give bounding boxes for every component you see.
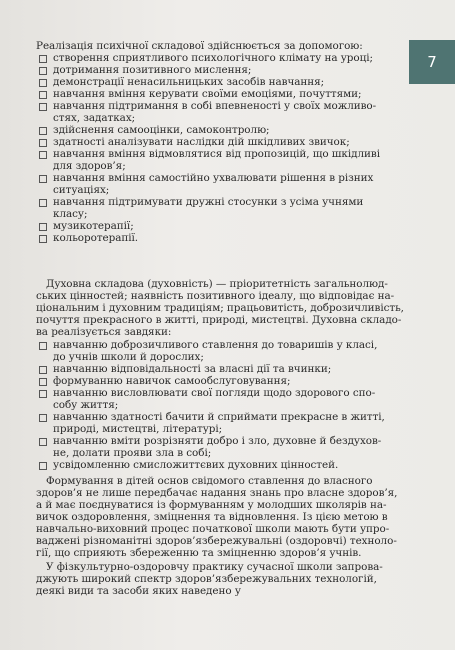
list-bullet-icon <box>39 67 47 75</box>
list-item-line: до учнів школи й дорослих; <box>53 351 204 363</box>
list-bullet-icon <box>39 462 47 470</box>
paragraph-line: ціональним і духовним традиціям; працьовитість, доброзичливість, <box>36 302 404 314</box>
page-number-tab <box>409 40 455 84</box>
list-item-line: створення сприятливого психологічного клімату на уроці; <box>53 52 373 64</box>
list-item-line: навчанню доброзичливого ставлення до товаришів у класі, <box>53 339 378 351</box>
list-item-line: класу; <box>53 208 88 220</box>
list-item-line: навчання вміння відмовлятися від пропозицій, що шкідливі <box>53 148 380 160</box>
paragraph-line: Формування в дітей основ свідомого ставлення до власного <box>46 475 373 487</box>
list-item-line: навчанню висловлювати свої погляди щодо здорового спо- <box>53 387 376 399</box>
list-item-line: навчання вміння керувати своїми емоціями, почуттями; <box>53 88 362 100</box>
list-bullet-icon <box>39 103 47 111</box>
paragraph-line: ських цінностей; наявність позитивного ідеалу, що відповідає на- <box>36 290 395 302</box>
list-item-line: навчанню вміти розрізняти добро і зло, духовне й бездухов- <box>53 435 382 447</box>
list-item-line: здатності аналізувати наслідки дій шкідливих звичок; <box>53 136 350 148</box>
list-bullet-icon <box>39 414 47 422</box>
list-item-line: не, долати прояви зла в собі; <box>53 447 212 459</box>
paragraph-line: навчально-виховний процес початкової школи мають бути упро- <box>36 523 390 535</box>
list-item-line: кольоротерапії. <box>53 232 139 244</box>
list-item-line: навчання вміння самостійно ухвалювати рішення в різних <box>53 172 374 184</box>
intro-line: Реалізація психічної складової здійснюється за допомогою: <box>36 40 363 52</box>
list-bullet-icon <box>39 390 47 398</box>
paragraph-line: джують широкий спектр здоров’язбережувальних технологій, <box>36 573 377 585</box>
list-item-line: навчання підтримання в собі впевненості у своїх можливо- <box>53 100 377 112</box>
list-bullet-icon <box>39 91 47 99</box>
paragraph-line: почуття прекрасного в житті, природі, мистецтві. Духовна складо- <box>36 314 402 326</box>
page-number: 7 <box>427 53 437 71</box>
paragraph-line: У фізкультурно-оздоровчу практику сучасної школи запрова- <box>46 561 383 573</box>
list-bullet-icon <box>39 223 47 231</box>
list-item-line: собу життя; <box>53 399 119 411</box>
list-item-line: навчанню відповідальності за власні дії та вчинки; <box>53 363 332 375</box>
list-bullet-icon <box>39 55 47 63</box>
list-bullet-icon <box>39 235 47 243</box>
list-item-line: демонстрації ненасильницьких засобів навчання; <box>53 76 325 88</box>
list-bullet-icon <box>39 139 47 147</box>
paragraph-line: вичок оздоровлення, зміцнення та відновлення. Із цією метою в <box>36 511 388 523</box>
list-item-line: стях, задатках; <box>53 112 136 124</box>
paragraph-line: деякі види та засоби яких наведено у <box>36 585 241 597</box>
list-bullet-icon <box>39 127 47 135</box>
paragraph-line: а й має поєднуватися із формуванням у молодших школярів на- <box>36 499 387 511</box>
list-bullet-icon <box>39 199 47 207</box>
paragraph-line: ваджені різноманітні здоров’язбережувальні (оздоровчі) техноло- <box>36 535 397 547</box>
list-item-line: усвідомленню смисложиттєвих духовних цінностей. <box>53 459 339 471</box>
list-bullet-icon <box>39 151 47 159</box>
list-item-line: ситуаціях; <box>53 184 110 196</box>
list-item-line: навчання підтримувати дружні стосунки з усіма учнями <box>53 196 364 208</box>
list-bullet-icon <box>39 438 47 446</box>
paragraph-line: здоров’я не лише передбачає надання знань про власне здоров’я, <box>36 487 398 499</box>
list-bullet-icon <box>39 175 47 183</box>
paragraph-line: Духовна складова (духовність) — пріоритетність загальнолюд- <box>46 278 388 290</box>
list-bullet-icon <box>39 366 47 374</box>
list-item-line: здійснення самооцінки, самоконтролю; <box>53 124 270 136</box>
list-item-line: для здоров’я; <box>53 160 126 172</box>
list-item-line: музикотерапії; <box>53 220 134 232</box>
paragraph-line: ва реалізується завдяки: <box>36 326 172 338</box>
list-item-line: природі, мистецтві, літературі; <box>53 423 223 435</box>
list-item-line: формуванню навичок самообслуговування; <box>53 375 291 387</box>
list-item-line: дотримання позитивного мислення; <box>53 64 252 76</box>
list-bullet-icon <box>39 378 47 386</box>
list-bullet-icon <box>39 79 47 87</box>
paragraph-line: гії, що сприяють збереженню та зміцненню здоров’я учнів. <box>36 547 362 559</box>
list-bullet-icon <box>39 342 47 350</box>
list-item-line: навчанню здатності бачити й сприймати прекрасне в житті, <box>53 411 385 423</box>
